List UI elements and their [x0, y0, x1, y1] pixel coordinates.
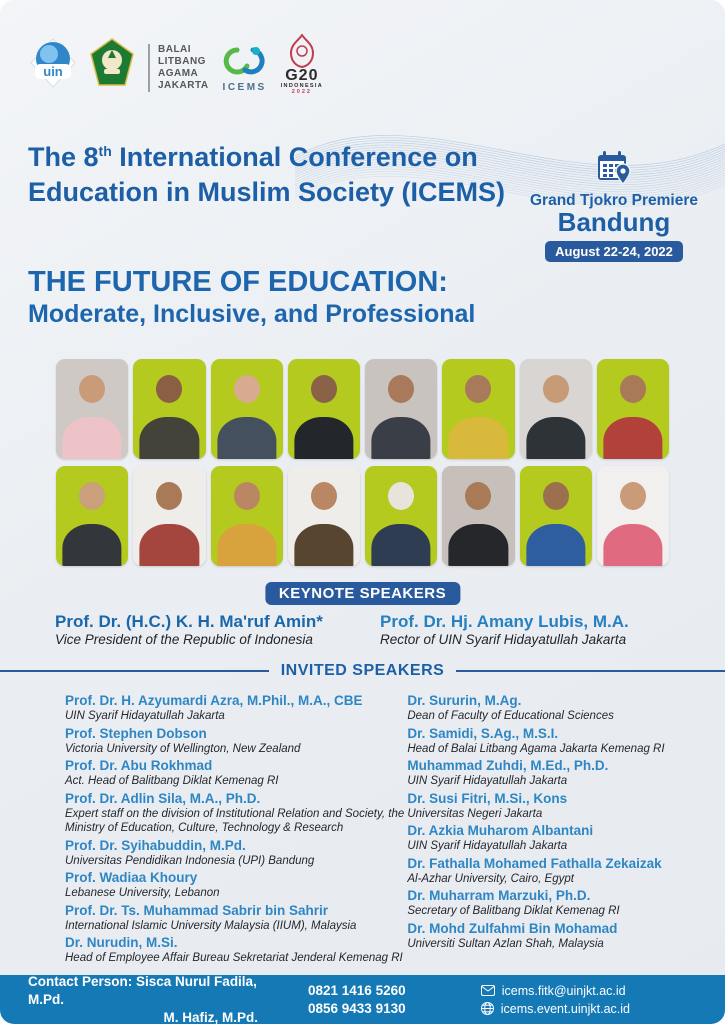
speaker-photo — [597, 359, 669, 459]
photo-row-2 — [56, 466, 669, 566]
speaker-affiliation: UIN Syarif Hidayatullah Jakarta — [407, 775, 568, 787]
globe-icon — [481, 1002, 494, 1015]
venue-hotel: Grand Tjokro Premiere — [530, 192, 698, 209]
speaker-name: Prof. Dr. Adlin Sila, M.A., Ph.D. — [65, 790, 261, 806]
speaker-name: Prof. Wadiaa Khoury — [65, 870, 198, 885]
speaker-name: Dr. Mohd Zulfahmi Bin Mohamad — [407, 920, 618, 936]
speakers-column-left — [65, 692, 407, 967]
icems-logo — [223, 42, 267, 93]
speaker-item — [407, 822, 715, 854]
speaker-photo — [520, 359, 592, 459]
icems-label: ICEMS — [222, 82, 267, 93]
speaker-affiliation: Act. Head of Balitbang Diklat Kemenag RI — [65, 775, 279, 787]
photo-row-1 — [56, 359, 669, 459]
speakers-column-right — [407, 692, 715, 967]
speaker-item — [407, 725, 715, 757]
photo-body-silhouette — [372, 417, 431, 459]
photo-body-silhouette — [526, 524, 585, 566]
photo-head-silhouette — [156, 375, 182, 403]
contact-person-2: M. Hafiz, M.Pd. — [163, 1009, 258, 1024]
g20-logo — [281, 34, 323, 95]
speaker-item — [65, 692, 407, 724]
contact-person-1: Sisca Nurul Fadila, M.Pd. — [28, 973, 257, 1007]
speaker-item — [407, 790, 715, 822]
phone-2: 0856 9433 9130 — [308, 1000, 406, 1016]
divider-line — [0, 670, 269, 672]
g20-country-label: INDONESIA — [280, 83, 323, 89]
speaker-photo — [288, 359, 360, 459]
photo-head-silhouette — [465, 375, 491, 403]
speaker-affiliation: International Islamic University Malaysia (IIUM), Malaysia — [65, 919, 357, 932]
photo-head-silhouette — [620, 482, 646, 510]
venue-city: Bandung — [557, 207, 671, 237]
speaker-name: Dr. Sururin, M.Ag. — [407, 693, 522, 708]
email-icon — [481, 985, 495, 996]
contact-block — [28, 973, 288, 1024]
photo-body-silhouette — [372, 524, 431, 566]
speaker-affiliation: Universitas Negeri Jakarta — [407, 807, 543, 820]
kemenag-logo — [90, 38, 134, 88]
speaker-name: Prof. Dr. Syihabuddin, M.Pd. — [65, 837, 246, 853]
photo-head-silhouette — [543, 482, 569, 510]
speaker-item — [65, 902, 407, 934]
photo-head-silhouette — [234, 482, 260, 510]
contact-label: Contact Person: — [28, 973, 133, 989]
speaker-item — [65, 869, 407, 901]
speaker-photo — [211, 466, 283, 566]
speaker-affiliation: Universiti Sultan Azlan Shah, Malaysia — [407, 937, 604, 950]
date-badge: August 22-24, 2022 — [545, 241, 683, 262]
speaker-item — [407, 757, 715, 789]
speaker-photo — [597, 466, 669, 566]
speaker-name: Dr. Samidi, S.Ag., M.S.I. — [407, 725, 559, 741]
svg-text:uin: uin — [43, 64, 63, 79]
uin-logo — [30, 38, 76, 88]
speaker-affiliation: Head of Employee Affair Bureau Sekretariat Jenderal Kemenag RI — [65, 952, 403, 964]
speaker-photo — [56, 359, 128, 459]
speaker-affiliation: Al-Azhar University, Cairo, Egypt — [407, 872, 574, 885]
speaker-item — [65, 725, 407, 757]
speaker-photo — [520, 466, 592, 566]
speaker-item — [65, 790, 407, 836]
speaker-photo — [365, 466, 437, 566]
speaker-item — [407, 887, 715, 919]
keynote-role: Vice President of the Republic of Indonesia — [55, 632, 313, 647]
calendar-location-icon — [594, 150, 634, 186]
speaker-photo — [442, 466, 514, 566]
photo-head-silhouette — [79, 482, 105, 510]
keynote-speakers — [55, 611, 705, 648]
photo-body-silhouette — [63, 524, 122, 566]
photo-head-silhouette — [156, 482, 182, 510]
photo-body-silhouette — [603, 417, 662, 459]
venue-block — [519, 150, 709, 262]
speaker-name: Dr. Azkia Muharom Albantani — [407, 823, 594, 838]
invited-speakers-label: INVITED SPEAKERS — [280, 662, 445, 679]
speaker-affiliation: Secretary of Balitbang Diklat Kemenag RI — [407, 905, 620, 917]
speaker-affiliation: UIN Syarif Hidayatullah Jakarta — [407, 840, 568, 852]
speaker-photo — [288, 466, 360, 566]
speaker-affiliation: UIN Syarif Hidayatullah Jakarta — [65, 710, 225, 722]
photo-body-silhouette — [140, 417, 199, 459]
photo-body-silhouette — [63, 417, 122, 459]
speaker-photo — [133, 466, 205, 566]
speaker-name: Dr. Fathalla Mohamed Fathalla Zekaizak — [407, 855, 662, 871]
g20-label: G20 — [285, 67, 319, 84]
photo-body-silhouette — [603, 524, 662, 566]
speaker-item — [407, 920, 715, 952]
speaker-name: Prof. Dr. Ts. Muhammad Sabrir bin Sahrir — [65, 902, 329, 918]
photo-head-silhouette — [234, 375, 260, 403]
photo-head-silhouette — [620, 375, 646, 403]
title-superscript: th — [98, 143, 112, 159]
icems-swirl-icon — [223, 42, 267, 80]
speaker-item — [407, 692, 715, 724]
speaker-name: Muhammad Zuhdi, M.Ed., Ph.D. — [407, 758, 609, 773]
speaker-item — [407, 855, 715, 887]
speaker-photo-grid — [56, 359, 669, 566]
speaker-photo — [365, 359, 437, 459]
photo-head-silhouette — [79, 375, 105, 403]
keynote-name: Prof. Dr. (H.C.) K. H. Ma'ruf Amin* — [55, 612, 323, 631]
speaker-name: Prof. Dr. H. Azyumardi Azra, M.Phil., M.A., CBE — [65, 693, 363, 708]
photo-body-silhouette — [217, 524, 276, 566]
theme-line2: Moderate, Inclusive, and Professional — [28, 300, 476, 328]
photo-head-silhouette — [388, 482, 414, 510]
online-contact-block — [481, 982, 630, 1018]
photo-head-silhouette — [311, 482, 337, 510]
photo-head-silhouette — [465, 482, 491, 510]
photo-body-silhouette — [140, 524, 199, 566]
speaker-item — [65, 934, 407, 966]
speaker-affiliation: Universitas Pendidikan Indonesia (UPI) Bandung — [65, 854, 315, 867]
phone-1: 0821 1416 5260 — [308, 982, 406, 998]
keynote-speaker-1 — [55, 611, 380, 648]
theme-line1: THE FUTURE OF EDUCATION: — [28, 266, 448, 298]
speaker-photo — [211, 359, 283, 459]
website-text[interactable]: icems.event.uinjkt.ac.id — [500, 1001, 630, 1016]
footer-bar — [0, 975, 725, 1024]
divider-line — [456, 670, 725, 672]
keynote-name: Prof. Dr. Hj. Amany Lubis, M.A. — [380, 612, 629, 631]
phone-block — [308, 982, 406, 1018]
keynote-role: Rector of UIN Syarif Hidayatullah Jakarta — [380, 632, 627, 647]
photo-body-silhouette — [449, 524, 508, 566]
keynote-speakers-badge: KEYNOTE SPEAKERS — [265, 582, 460, 605]
invited-speakers-heading — [0, 662, 725, 680]
photo-head-silhouette — [311, 375, 337, 403]
logo-row — [30, 38, 323, 108]
photo-body-silhouette — [294, 417, 353, 459]
photo-body-silhouette — [294, 524, 353, 566]
email-text[interactable]: icems.fitk@uinjkt.ac.id — [501, 983, 626, 998]
speaker-photo — [133, 359, 205, 459]
speaker-photo — [442, 359, 514, 459]
g20-gunungan-icon — [289, 34, 315, 68]
speaker-name: Prof. Stephen Dobson — [65, 725, 207, 741]
speaker-affiliation: Dean of Faculty of Educational Sciences — [407, 710, 614, 722]
speaker-name: Prof. Dr. Abu Rokhmad — [65, 758, 213, 773]
speaker-affiliation: Lebanese University, Lebanon — [65, 887, 220, 899]
photo-head-silhouette — [388, 375, 414, 403]
conference-title: The 8th International Conference on Education in Muslim Society (ICEMS) — [28, 142, 506, 207]
speaker-photo — [56, 466, 128, 566]
speaker-affiliation: Expert staff on the division of Institutional Relation and Society, the Ministry of Education, Culture, Technology & Research — [65, 807, 405, 834]
photo-head-silhouette — [543, 375, 569, 403]
g20-year-label: 2022 — [291, 89, 312, 95]
speaker-affiliation: Head of Balai Litbang Agama Jakarta Kemenag RI — [407, 742, 665, 755]
speaker-name: Dr. Nurudin, M.Si. — [65, 935, 178, 950]
speaker-item — [65, 757, 407, 789]
conference-theme — [28, 266, 475, 329]
keynote-speaker-2 — [380, 611, 705, 648]
photo-body-silhouette — [217, 417, 276, 459]
speaker-item — [65, 837, 407, 869]
photo-body-silhouette — [449, 417, 508, 459]
invited-speakers-list — [65, 692, 715, 967]
photo-body-silhouette — [526, 417, 585, 459]
speaker-name: Dr. Susi Fitri, M.Si., Kons — [407, 790, 568, 806]
balai-litbang-label: BALAI LITBANG AGAMA JAKARTA — [148, 44, 209, 92]
speaker-affiliation: Victoria University of Wellington, New Zealand — [65, 742, 301, 755]
speaker-name: Dr. Muharram Marzuki, Ph.D. — [407, 888, 591, 903]
